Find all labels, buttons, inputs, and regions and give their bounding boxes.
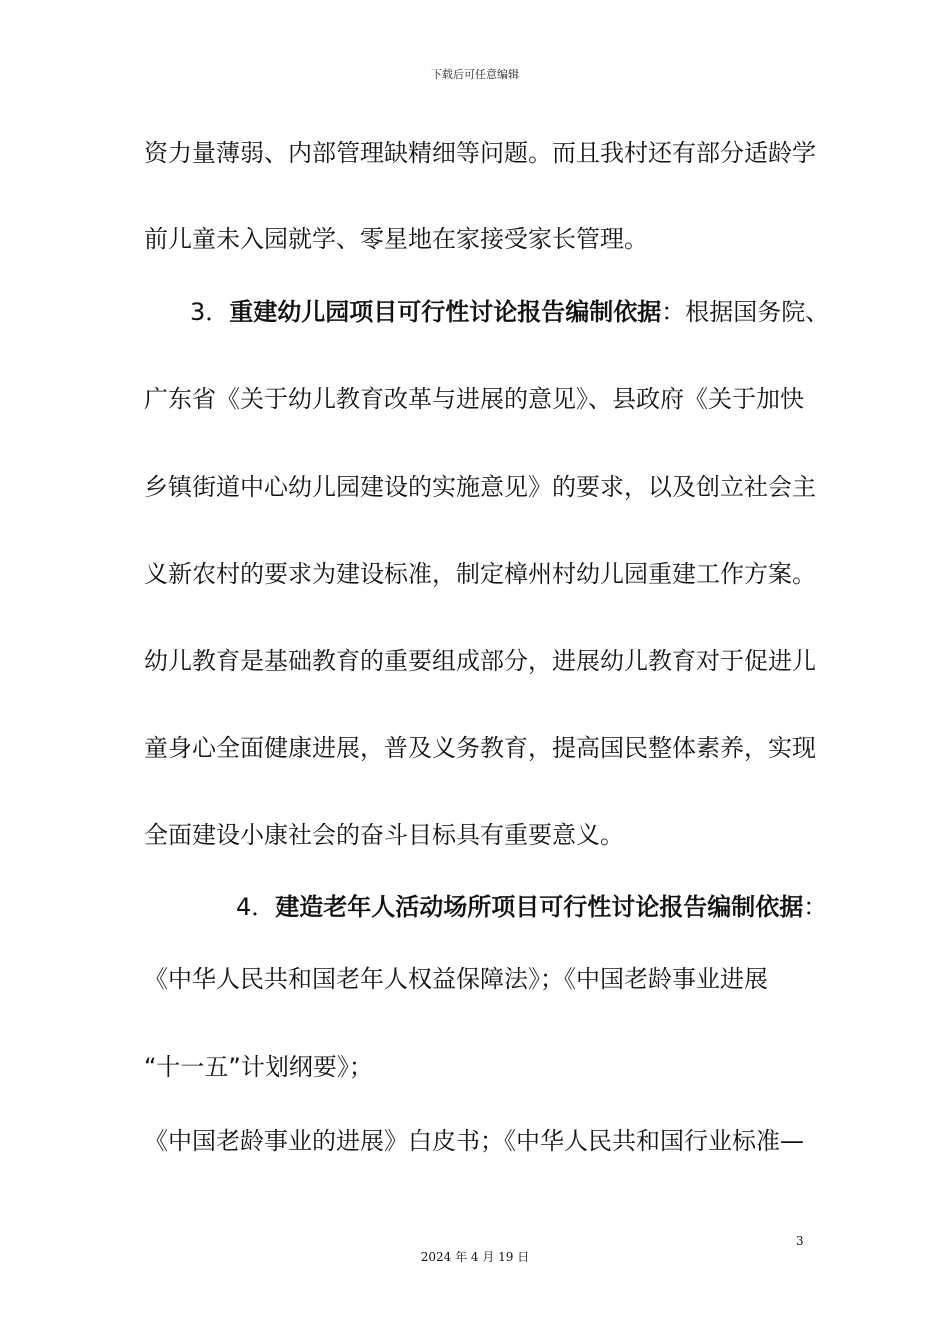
- body-line-5: 乡镇街道中心幼儿园建设的实施意见》的要求，以及创立社会主: [144, 473, 816, 501]
- item-3-line: [190, 297, 829, 327]
- item-3-heading: 重建幼儿园项目可行性讨论报告编制依据: [229, 298, 662, 326]
- body-line-4: 广东省《关于幼儿教育改革与进展的意见》、县政府《关于加快: [144, 385, 804, 413]
- item-3-rest: ：根据国务院、: [661, 298, 830, 326]
- footer-date: 2024 年 4 月 19 日: [420, 1250, 530, 1264]
- body-line-6: 义新农村的要求为建设标准，制定樟州村幼儿园重建工作方案。: [144, 560, 816, 588]
- page-number: 3: [796, 1234, 804, 1248]
- item-4-number: 4．: [236, 893, 276, 921]
- body-line-1: 资力量薄弱、内部管理缺精细等问题。而且我村还有部分适龄学: [144, 139, 816, 167]
- body-line-12: “十一五”计划纲要》；: [144, 1053, 373, 1081]
- item-4-line: [236, 892, 827, 922]
- item-4-rest: ：: [803, 893, 828, 921]
- item-3-number: 3．: [190, 298, 230, 326]
- body-line-7: 幼儿教育是基础教育的重要组成部分，进展幼儿教育对于促进儿: [144, 647, 816, 675]
- item-4-heading: 建造老年人活动场所项目可行性讨论报告编制依据: [275, 893, 804, 921]
- body-line-8: 童身心全面健康进展，普及义务教育，提高国民整体素养，实现: [144, 734, 816, 762]
- body-line-9: 全面建设小康社会的奋斗目标具有重要意义。: [144, 821, 624, 849]
- body-line-13: 《中国老龄事业的进展》白皮书；《中华人民共和国行业标准—: [144, 1127, 804, 1155]
- header-note: 下载后可任意编辑: [431, 68, 519, 81]
- body-line-11: 《中华人民共和国老年人权益保障法》；《中国老龄事业进展: [144, 965, 768, 993]
- body-line-2: 前儿童未入园就学、零星地在家接受家长管理。: [144, 225, 648, 253]
